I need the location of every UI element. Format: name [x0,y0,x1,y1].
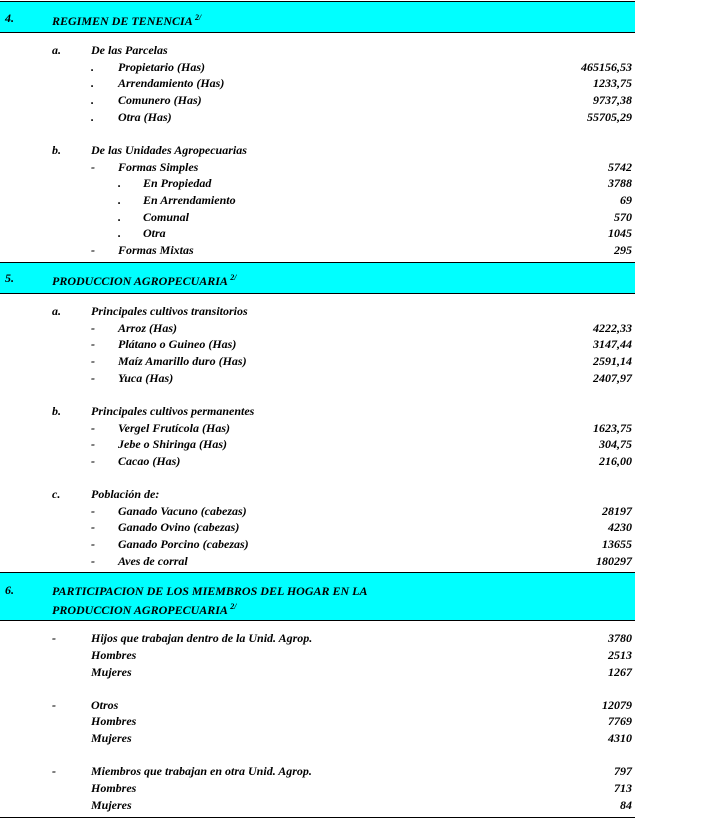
table-row [0,225,635,241]
row-value: 7769 [608,714,632,728]
row-bullet: - [91,554,95,568]
row-value: 12079 [602,698,632,712]
row-bullet: - [91,437,95,451]
row-bullet: . [118,226,121,240]
table-row [0,797,635,813]
table-row [0,780,635,796]
subsection-marker: b. [52,143,61,157]
row-value: 465156,53 [581,60,632,74]
row-bullet: . [118,193,121,207]
row-label: Mujeres [91,731,132,745]
table-row [0,436,635,452]
row-bullet: - [91,454,95,468]
row-bullet: . [91,93,94,107]
row-label: Otros [91,698,119,712]
section-4-header [0,1,635,33]
bottom-rule [0,817,635,818]
row-label: Hombres [91,781,137,795]
section-title-text: REGIMEN DE TENENCIA [52,14,193,28]
subsection-heading [0,142,635,158]
row-value: 5742 [608,160,632,174]
row-label: Hombres [91,714,137,728]
table-row [0,697,635,713]
row-label: Miembros que trabajan en otra Unid. Agrop. [91,764,312,778]
row-value: 304,75 [599,437,632,451]
table-row [0,763,635,779]
subsection-marker: a. [52,304,61,318]
row-value: 797 [614,764,632,778]
section-number: 4. [5,11,14,25]
subsection-heading [0,486,635,502]
table-row [0,109,635,125]
row-value: 9737,38 [593,93,632,107]
subsection-label: De las Parcelas [91,43,168,57]
row-label: Maíz Amarillo duro (Has) [118,354,247,368]
table-row [0,553,635,569]
row-value: 55705,29 [587,110,632,124]
row-value: 13655 [602,537,632,551]
row-bullet: . [91,110,94,124]
row-value: 1267 [608,665,632,679]
table-row [0,420,635,436]
row-label: En Propiedad [143,176,212,190]
row-label: Cacao (Has) [118,454,181,468]
subsection-label: De las Unidades Agropecuarias [91,143,247,157]
row-bullet: - [91,321,95,335]
table-row [0,713,635,729]
row-bullet: - [91,243,95,257]
row-label: Comunal [143,210,190,224]
row-label: Hijos que trabajan dentro de la Unid. Agrop. [91,631,313,645]
row-bullet: . [118,176,121,190]
row-value: 84 [620,798,632,812]
row-label: Hombres [91,648,137,662]
row-bullet: - [91,354,95,368]
row-value: 3780 [608,631,632,645]
row-value: 180297 [596,554,632,568]
subsection-heading [0,303,635,319]
section-title [52,270,237,289]
footnote-marker: 2/ [195,13,202,22]
row-bullet: - [52,764,56,778]
row-value: 2591,14 [593,354,632,368]
row-value: 2513 [608,648,632,662]
section-number: 6. [5,583,14,597]
row-label: Jebe o Shiringa (Has) [118,437,228,451]
row-label: Plátano o Guineo (Has) [118,337,237,351]
row-bullet: - [91,160,95,174]
row-label: Mujeres [91,798,132,812]
row-bullet: . [118,210,121,224]
subsection-label: Principales cultivos permanentes [91,404,255,418]
row-value: 4310 [608,731,632,745]
row-label: Ganado Porcino (cabezas) [118,537,249,551]
table-row [0,519,635,535]
row-value: 3788 [608,176,632,190]
row-label: Formas Simples [118,160,199,174]
table-row [0,192,635,208]
row-value: 713 [614,781,632,795]
row-value: 2407,97 [593,371,632,385]
footnote-marker: 2/ [230,273,237,282]
row-label: Mujeres [91,665,132,679]
section-title-line-1: PARTICIPACION DE LOS MIEMBROS DEL HOGAR EN LA [52,584,368,598]
row-label: Formas Mixtas [118,243,194,257]
row-value: 69 [620,193,632,207]
row-label: Aves de corral [118,554,188,568]
table-row [0,503,635,519]
table-row [0,370,635,386]
row-value: 28197 [602,504,632,518]
section-number: 5. [5,271,14,285]
subsection-marker: b. [52,404,61,418]
table-row [0,320,635,336]
row-label: Otra [143,226,166,240]
row-label: Ganado Ovino (cabezas) [118,520,240,534]
row-label: Ganado Vacuno (cabezas) [118,504,247,518]
section-6-header [0,572,635,621]
table-row [0,647,635,663]
table-row [0,242,635,258]
table-row [0,453,635,469]
row-bullet: - [91,371,95,385]
row-bullet: - [52,698,56,712]
row-value: 4222,33 [593,321,632,335]
section-title [52,10,201,29]
table-row [0,536,635,552]
subsection-label: Población de: [91,487,160,501]
footnote-marker: 2/ [230,602,237,611]
subsection-marker: c. [52,487,61,501]
row-value: 216,00 [599,454,632,468]
table-row [0,209,635,225]
subsection-heading [0,403,635,419]
row-value: 1045 [608,226,632,240]
row-bullet: . [91,76,94,90]
row-value: 295 [614,243,632,257]
table-row [0,630,635,646]
row-bullet: - [52,631,56,645]
row-bullet: - [91,537,95,551]
table-row [0,664,635,680]
subsection-label: Principales cultivos transitorios [91,304,248,318]
table-row [0,75,635,91]
row-label: Comunero (Has) [118,93,202,107]
table-row [0,175,635,191]
row-bullet: - [91,337,95,351]
row-value: 3147,44 [593,337,632,351]
row-value: 570 [614,210,632,224]
section-title-text: PRODUCCION AGROPECUARIA [52,274,228,288]
table-row [0,92,635,108]
row-bullet: . [91,60,94,74]
row-value: 1233,75 [593,76,632,90]
subsection-marker: a. [52,43,61,57]
table-row [0,730,635,746]
row-value: 1623,75 [593,421,632,435]
section-title-line-2 [52,599,237,618]
table-row [0,159,635,175]
table-row [0,59,635,75]
section-5-header [0,262,635,294]
subsection-heading [0,42,635,58]
row-value: 4230 [608,520,632,534]
section-title-text: PRODUCCION AGROPECUARIA [52,603,228,617]
row-bullet: - [91,504,95,518]
row-label: Propietario (Has) [118,60,205,74]
row-label: Otra (Has) [118,110,172,124]
row-label: En Arrendamiento [143,193,236,207]
row-bullet: - [91,421,95,435]
table-row [0,336,635,352]
table-row [0,353,635,369]
row-bullet: - [91,520,95,534]
row-label: Arroz (Has) [118,321,178,335]
row-label: Vergel Frutícola (Has) [118,421,231,435]
row-label: Yuca (Has) [118,371,174,385]
row-label: Arrendamiento (Has) [118,76,225,90]
